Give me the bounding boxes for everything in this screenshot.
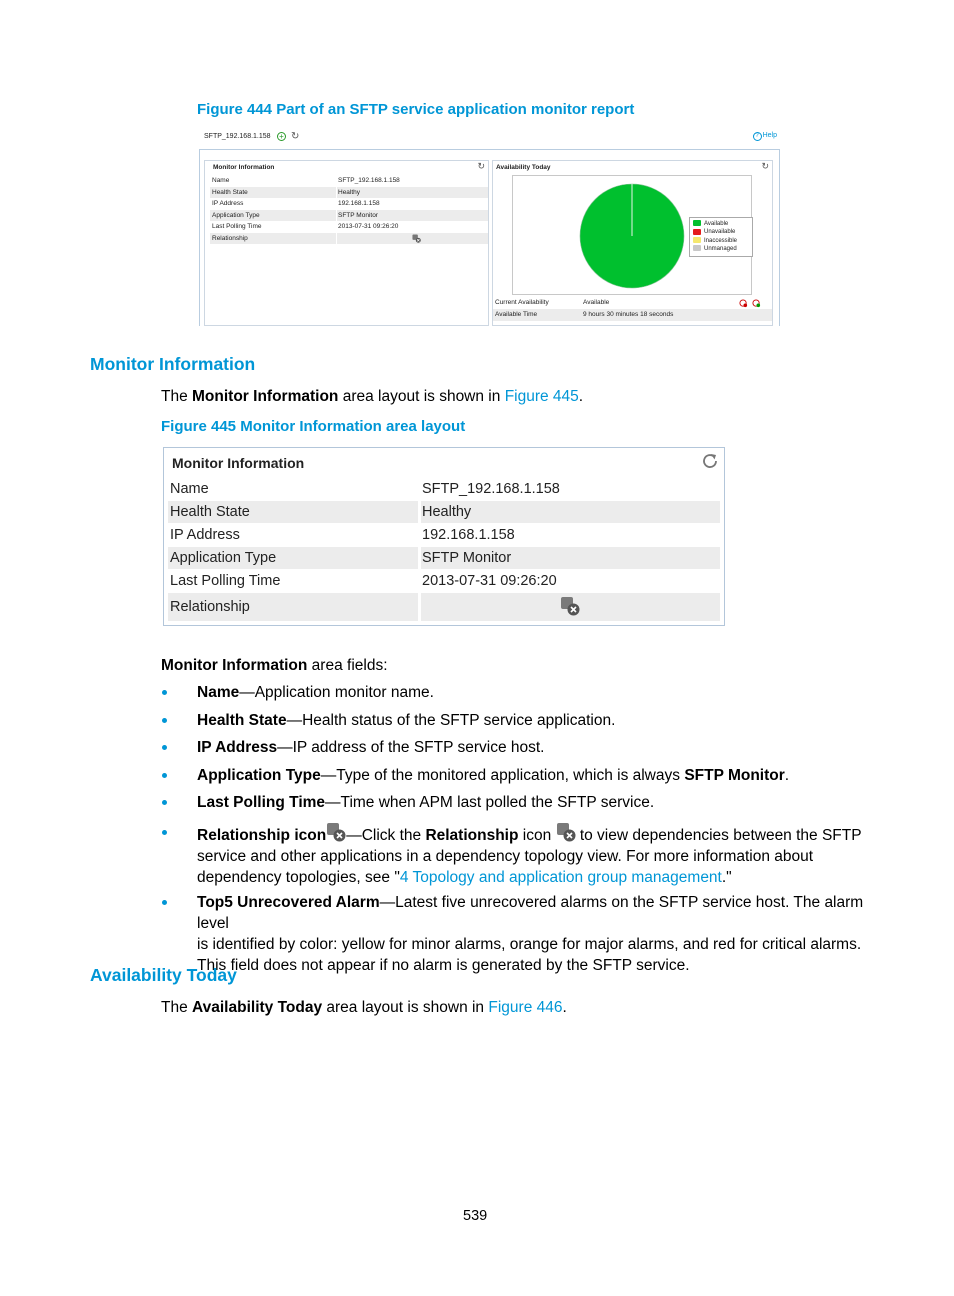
header-divider [199, 149, 780, 150]
field-ip-address: IP Address—IP address of the SFTP service host. [197, 739, 545, 756]
info-row [168, 570, 720, 592]
fields-intro: Monitor Information area fields: [161, 657, 388, 674]
figure-444-caption: Figure 444 Part of an SFTP service application monitor report [197, 101, 635, 118]
info-row [168, 478, 720, 500]
add-icon[interactable]: + [277, 132, 286, 141]
panel-refresh-icon[interactable]: ↻ [761, 161, 769, 171]
bullet-marker [162, 830, 170, 838]
topology-link[interactable]: 4 Topology and application group management [399, 869, 722, 886]
figure-445-caption: Figure 445 Monitor Information area layout [161, 418, 466, 435]
legend-label: Available [704, 221, 729, 227]
row-value: SFTP_192.168.1.158 [422, 481, 560, 497]
row-value: 9 hours 30 minutes 18 seconds [583, 311, 674, 318]
bullet-marker [162, 773, 170, 781]
help-link[interactable] [753, 132, 777, 141]
intro-paragraph-446: The Availability Today area layout is shown in Figure 446. [161, 999, 567, 1016]
relationship-icon [556, 822, 576, 842]
availability-row [493, 297, 772, 309]
row-key: Relationship [170, 599, 250, 615]
info-row [210, 187, 488, 199]
row-key: Current Availability [495, 299, 549, 306]
section-heading-monitor-information: Monitor Information [90, 354, 256, 374]
alarm-icon[interactable] [739, 299, 748, 308]
bullet-marker [162, 900, 170, 908]
legend-label: Unmanaged [704, 245, 737, 252]
row-key: Application Type [170, 550, 277, 566]
page-number: 539 [463, 1208, 488, 1224]
frame-right-border [779, 149, 780, 326]
row-key: Last Polling Time [170, 573, 281, 589]
info-row [210, 233, 488, 245]
field-health-state: Health State—Health status of the SFTP service application. [197, 712, 616, 729]
legend-swatch [693, 245, 701, 251]
intro-paragraph-445: The Monitor Information area layout is shown in Figure 445. [161, 388, 584, 405]
bullet-marker [162, 745, 170, 753]
refresh-icon[interactable]: ↻ [291, 131, 300, 142]
info-row [210, 221, 488, 233]
field-top5-unrecovered-alarm: Top5 Unrecovered Alarm—Latest five unrecovered alarms on the SFTP service host. The alarm level is identified by color: yellow for minor alarms, orange for major alarms, and red for critical alarms. This field does not appear if no alarm is generated by the SFTP service. [197, 894, 864, 974]
row-key: Health State [170, 504, 250, 520]
alarm-icon[interactable] [752, 299, 761, 308]
row-key: IP Address [170, 527, 240, 543]
row-value: 2013-07-31 09:26:20 [422, 573, 557, 589]
bullet-marker [162, 800, 170, 808]
help-label: Help [762, 132, 777, 139]
row-key: Name [212, 177, 230, 184]
info-row [210, 175, 488, 187]
row-value: SFTP_192.168.1.158 [338, 177, 400, 184]
chart-legend [689, 217, 753, 257]
panel-refresh-icon[interactable]: ↻ [477, 161, 485, 171]
row-key: Name [170, 481, 209, 497]
row-key: Available Time [495, 311, 538, 318]
panel-title: Monitor Information [172, 455, 305, 471]
frame-left-border [199, 149, 200, 326]
row-value: SFTP Monitor [338, 211, 378, 219]
figure-445-link[interactable]: Figure 445 [504, 388, 579, 405]
relationship-icon [326, 822, 346, 842]
legend-label: Unavailable [704, 229, 736, 236]
row-key: IP Address [212, 200, 244, 207]
row-value: Healthy [338, 188, 361, 196]
legend-item [693, 237, 752, 245]
figure-445-monitor-panel [163, 447, 725, 626]
row-value: Available [583, 299, 610, 306]
device-label: SFTP_192.168.1.158 [204, 133, 271, 140]
row-value: 2013-07-31 09:26:20 [338, 223, 399, 230]
monitor-information-panel [204, 160, 489, 326]
availability-today-panel [492, 160, 773, 326]
info-row [168, 524, 720, 546]
row-value: 192.168.1.158 [422, 527, 515, 543]
relationship-icon[interactable] [412, 234, 421, 243]
figure-444-screenshot [199, 128, 780, 326]
refresh-icon[interactable] [700, 451, 720, 471]
row-key: Last Polling Time [212, 223, 262, 230]
legend-swatch [693, 220, 701, 226]
availability-row [493, 309, 772, 321]
info-row [168, 547, 720, 569]
bullet-marker [162, 690, 170, 698]
field-name: Name—Application monitor name. [197, 684, 434, 701]
figure-446-link[interactable]: Figure 446 [488, 999, 563, 1016]
info-row [210, 198, 488, 210]
info-row [168, 501, 720, 523]
legend-item [693, 245, 752, 253]
legend-item [693, 220, 752, 228]
row-key: Relationship [212, 234, 248, 242]
field-application-type: Application Type—Type of the monitored application, which is always SFTP Monitor. [197, 767, 790, 784]
row-key: Health State [212, 188, 248, 196]
row-key: Application Type [212, 211, 260, 219]
info-row [168, 593, 720, 621]
row-value: SFTP Monitor [422, 550, 512, 566]
field-relationship-icon: Relationship icon —Click the Relationship icon to view dependencies between the SFTP service and other applications in a dependency topology view. For more information about dependency topologies, see "4 Topology and application group management." [197, 822, 877, 888]
report-header [199, 128, 780, 148]
section-heading-availability-today: Availability Today [90, 965, 237, 985]
bullet-marker [162, 718, 170, 726]
legend-item [693, 228, 752, 236]
help-icon: ? [753, 132, 762, 141]
legend-label: Inaccessible [704, 237, 738, 244]
panel-title: Availability Today [496, 164, 551, 171]
row-value: Healthy [422, 504, 472, 520]
legend-swatch [693, 237, 701, 243]
availability-chart [512, 175, 752, 295]
relationship-icon[interactable] [560, 596, 580, 616]
legend-swatch [693, 229, 701, 235]
panel-title: Monitor Information [213, 164, 275, 171]
info-row [210, 210, 488, 222]
field-last-polling-time: Last Polling Time—Time when APM last polled the SFTP service. [197, 794, 655, 811]
row-value: 192.168.1.158 [338, 200, 380, 207]
